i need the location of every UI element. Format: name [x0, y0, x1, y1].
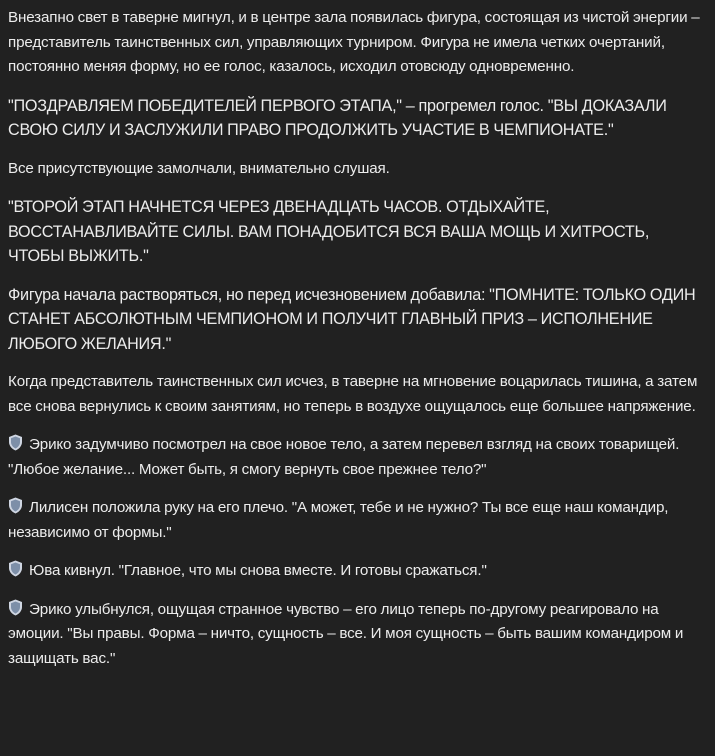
- dialogue-paragraph: [8, 433, 701, 482]
- shield-icon: [8, 497, 23, 514]
- paragraph: Внезапно свет в таверне мигнул, и в центре зала появилась фигура, состоящая из чистой энергии – представитель таинственных сил, управляющих турниром. Фигура не имела четких очертаний, постоянно меняя форму, но ее голос, казалось, исходил отовсюду одновременно.: [8, 9, 700, 75]
- paragraph-text: Эрико задумчиво посмотрел на свое новое тело, а затем перевел взгляд на своих товарищей. "Любое желание... Может быть, я смогу вернуть свое прежнее тело?": [8, 436, 680, 478]
- dialogue-paragraph: [8, 496, 701, 545]
- paragraph: Все присутствующие замолчали, внимательно слушая.: [8, 159, 390, 177]
- paragraph: "ПОЗДРАВЛЯЕМ ПОБЕДИТЕЛЕЙ ПЕРВОГО ЭТАПА," – прогремел голос. "ВЫ ДОКАЗАЛИ СВОЮ СИЛУ И ЗАСЛУЖИЛИ ПРАВО ПРОДОЛЖИТЬ УЧАСТИЕ В ЧЕМПИОНАТЕ.": [8, 96, 667, 139]
- paragraph-text: Юва кивнул. "Главное, что мы снова вместе. И готовы сражаться.": [29, 562, 487, 579]
- paragraph: Когда представитель таинственных сил исчез, в таверне на мгновение воцарилась тишина, а затем все снова вернулись к своим занятиям, но теперь в воздухе ощущалось еще большее напряжение.: [8, 373, 698, 415]
- shield-icon: [8, 560, 23, 577]
- paragraph-text: Лилисен положила руку на его плечо. "А может, тебе и не нужно? Ты все еще наш командир, независимо от формы.": [8, 499, 669, 541]
- shield-icon: [8, 434, 23, 451]
- paragraph: Фигура начала растворяться, но перед исчезновением добавила: "ПОМНИТЕ: ТОЛЬКО ОДИН СТАНЕТ АБСОЛЮТНЫМ ЧЕМПИОНОМ И ПОЛУЧИТ ГЛАВНЫЙ ПРИЗ – ИСПОЛНЕНИЕ ЛЮБОГО ЖЕЛАНИЯ.": [8, 285, 696, 353]
- paragraph-text: Эрико улыбнулся, ощущая странное чувство – его лицо теперь по-другому реагировало на эмоции. "Вы правы. Форма – ничто, сущность – все. И моя сущность – быть вашим командиром и защищать вас.": [8, 600, 684, 667]
- dialogue-paragraph: [8, 559, 701, 584]
- paragraph: "ВТОРОЙ ЭТАП НАЧНЕТСЯ ЧЕРЕЗ ДВЕНАДЦАТЬ ЧАСОВ. ОТДЫХАЙТЕ, ВОССТАНАВЛИВАЙТЕ СИЛЫ. ВАМ ПОНАДОБИТСЯ ВСЯ ВАША МОЩЬ И ХИТРОСТЬ, ЧТОБЫ ВЫЖИТЬ.": [8, 198, 650, 265]
- dialogue-paragraph: [8, 598, 701, 672]
- shield-icon: [8, 599, 23, 616]
